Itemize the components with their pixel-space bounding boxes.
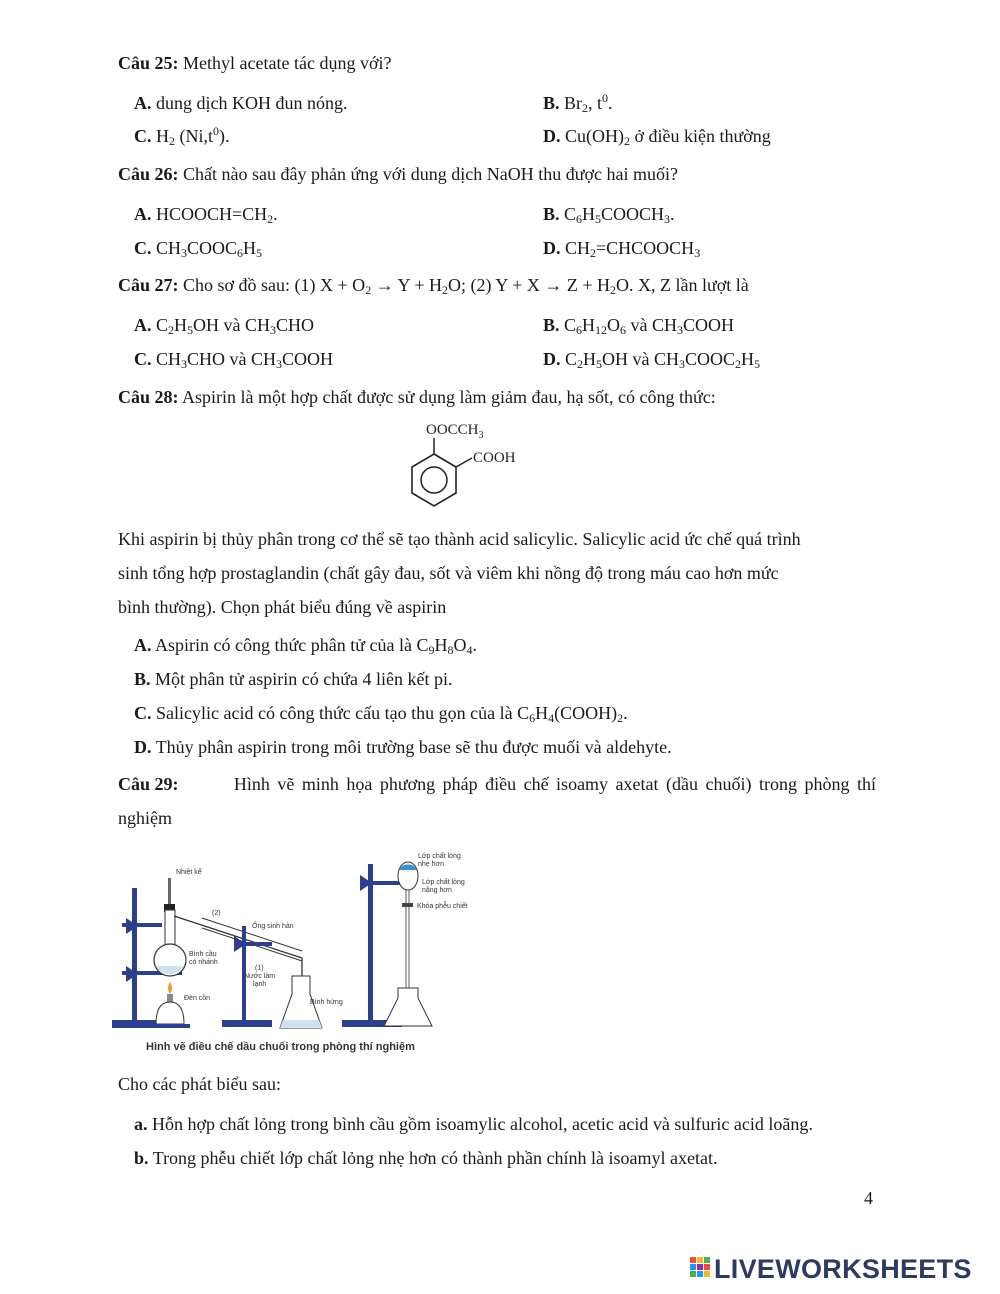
lab-apparatus-figure (112, 848, 472, 1034)
q29-statement-b[interactable]: b. Trong phễu chiết lớp chất lỏng nhẹ hơn có thành phần chính là isoamyl axetat. (134, 1148, 718, 1168)
alcohol-burner (150, 982, 190, 1028)
question-label: Câu 29: (118, 774, 179, 794)
q26-option-a[interactable]: A. $HCOOCH=CH_2$. (134, 204, 278, 226)
figure-caption: Hình vẽ điều chế dầu chuối trong phòng thí nghiệm (146, 1041, 415, 1053)
q26-option-d[interactable]: D. $CH_2=CHCOOCH_3$ (543, 238, 701, 260)
q25-option-a[interactable]: A. dung dịch KOH đun nóng. (134, 93, 348, 113)
q28-option-a[interactable]: A. Aspirin có công thức phân tử của là $C_9H_8O_4$. (134, 635, 477, 657)
aspirin-structure (400, 418, 540, 514)
svg-text:Lớp chất lỏng: Lớp chất lỏng (418, 853, 461, 860)
liveworksheets-logo[interactable] (690, 1254, 972, 1285)
q27-option-d[interactable]: D. $C_2H_5OH$ và $CH_3COOC_2H_5$ (543, 349, 761, 371)
q28-paragraph-line-2: sinh tổng hợp prostaglandin (chất gây đau, sốt và viêm khi nồng độ trong máu cao hơn mức (118, 563, 779, 583)
question-27: Câu 27: Cho sơ đồ sau: (1) $X + O_2 \to Y + H_2O$; (2) $Y + X \to Z + H_2O$. X, Z lần lượt là (118, 275, 749, 297)
question-29: Câu 29: Hình vẽ minh họa phương pháp điều chế isoamy axetat (dầu chuối) trong phòng thí (118, 774, 876, 794)
q28-option-d[interactable]: D. Thủy phân aspirin trong môi trường base sẽ thu được muối và aldehyte. (134, 737, 672, 757)
svg-text:Nước làm: Nước làm (244, 973, 276, 980)
substituent-ooch3: $OOCCH_3$ (426, 422, 484, 441)
q27-option-b[interactable]: B. $C_6H_{12}O_6$ và $CH_3COOH$ (543, 315, 735, 337)
benzene-ring (412, 454, 456, 506)
q29-statement-a[interactable]: a. Hỗn hợp chất lỏng trong bình cầu gồm isoamylic alcohol, acetic acid và sulfuric acid loãng. (134, 1114, 813, 1134)
question-text: Methyl acetate tác dụng với? (183, 53, 392, 73)
question-label: Câu 27: (118, 275, 179, 295)
svg-text:Đèn cồn: Đèn cồn (184, 995, 211, 1002)
question-text: Chất nào sau đây phản ứng với dung dịch NaOH thu được hai muối? (183, 164, 678, 184)
q25-option-b[interactable]: B. $Br_2$, $t^0$. (543, 91, 613, 115)
svg-text:Ống sinh hàn: Ống sinh hàn (252, 923, 294, 930)
q27-option-c[interactable]: C. $CH_3CHO$ và $CH_3COOH$ (134, 349, 334, 371)
q26-option-b[interactable]: B. $C_6H_5COOCH_3$. (543, 204, 675, 226)
q28-paragraph-line-3: bình thường). Chọn phát biểu đúng về aspirin (118, 597, 447, 617)
svg-text:nặng hơn: nặng hơn (422, 887, 452, 894)
svg-text:(2): (2) (212, 910, 221, 917)
question-25 (118, 53, 391, 74)
svg-text:nhẹ hơn: nhẹ hơn (418, 861, 445, 868)
substituent-cooh: COOH (473, 450, 516, 466)
q26-option-c[interactable]: C. $CH_3COOC_6H_5$ (134, 238, 263, 260)
retort-stand-right (342, 864, 404, 1027)
page-number: 4 (864, 1188, 873, 1208)
aromatic-circle (421, 467, 447, 493)
q29-intro: Cho các phát biểu sau: (118, 1074, 281, 1094)
svg-text:lạnh: lạnh (253, 981, 267, 988)
q28-option-b[interactable]: B. Một phân tử aspirin có chứa 4 liên kết pi. (134, 669, 453, 689)
bond-to-acid (456, 458, 472, 467)
question-label: Câu 26: (118, 164, 179, 184)
svg-text:Nhiệt kế: Nhiệt kế (176, 869, 202, 876)
svg-text:Bình cầu: Bình cầu (189, 951, 217, 958)
question-28: Câu 28: Aspirin là một hợp chất được sử dụng làm giảm đau, hạ sốt, có công thức: (118, 387, 716, 407)
question-29-line-2: nghiệm (118, 808, 172, 828)
svg-text:Bình hứng: Bình hứng (310, 999, 343, 1006)
question-label: Câu 28: (118, 387, 179, 407)
svg-text:có nhánh: có nhánh (189, 959, 218, 966)
q28-paragraph-line-1: Khi aspirin bị thủy phân trong cơ thể sẽ tạo thành acid salicylic. Salicylic acid ức chế quá trình (118, 529, 801, 549)
q28-option-c[interactable]: C. Salicylic acid có công thức cấu tạo thu gọn của là $C_6H_4(COOH)_2$. (134, 703, 628, 725)
svg-text:(1): (1) (255, 965, 264, 972)
logo-text: LIVEWORKSHEETS (714, 1254, 972, 1284)
q25-option-d[interactable]: D. $Cu(OH)_2$ ở điều kiện thường (543, 126, 771, 148)
logo-mark-icon (690, 1257, 710, 1283)
svg-text:Khóa phễu chiết: Khóa phễu chiết (417, 903, 468, 910)
question-26 (118, 164, 678, 185)
svg-text:Lớp chất lỏng: Lớp chất lỏng (422, 879, 465, 886)
q25-option-c[interactable]: C. $H_2$ $(Ni,t^0)$. (134, 124, 230, 148)
question-label: Câu 25: (118, 53, 179, 73)
round-bottom-flask (154, 910, 186, 976)
q27-option-a[interactable]: A. $C_2H_5OH$ và $CH_3CHO$ (134, 315, 315, 337)
